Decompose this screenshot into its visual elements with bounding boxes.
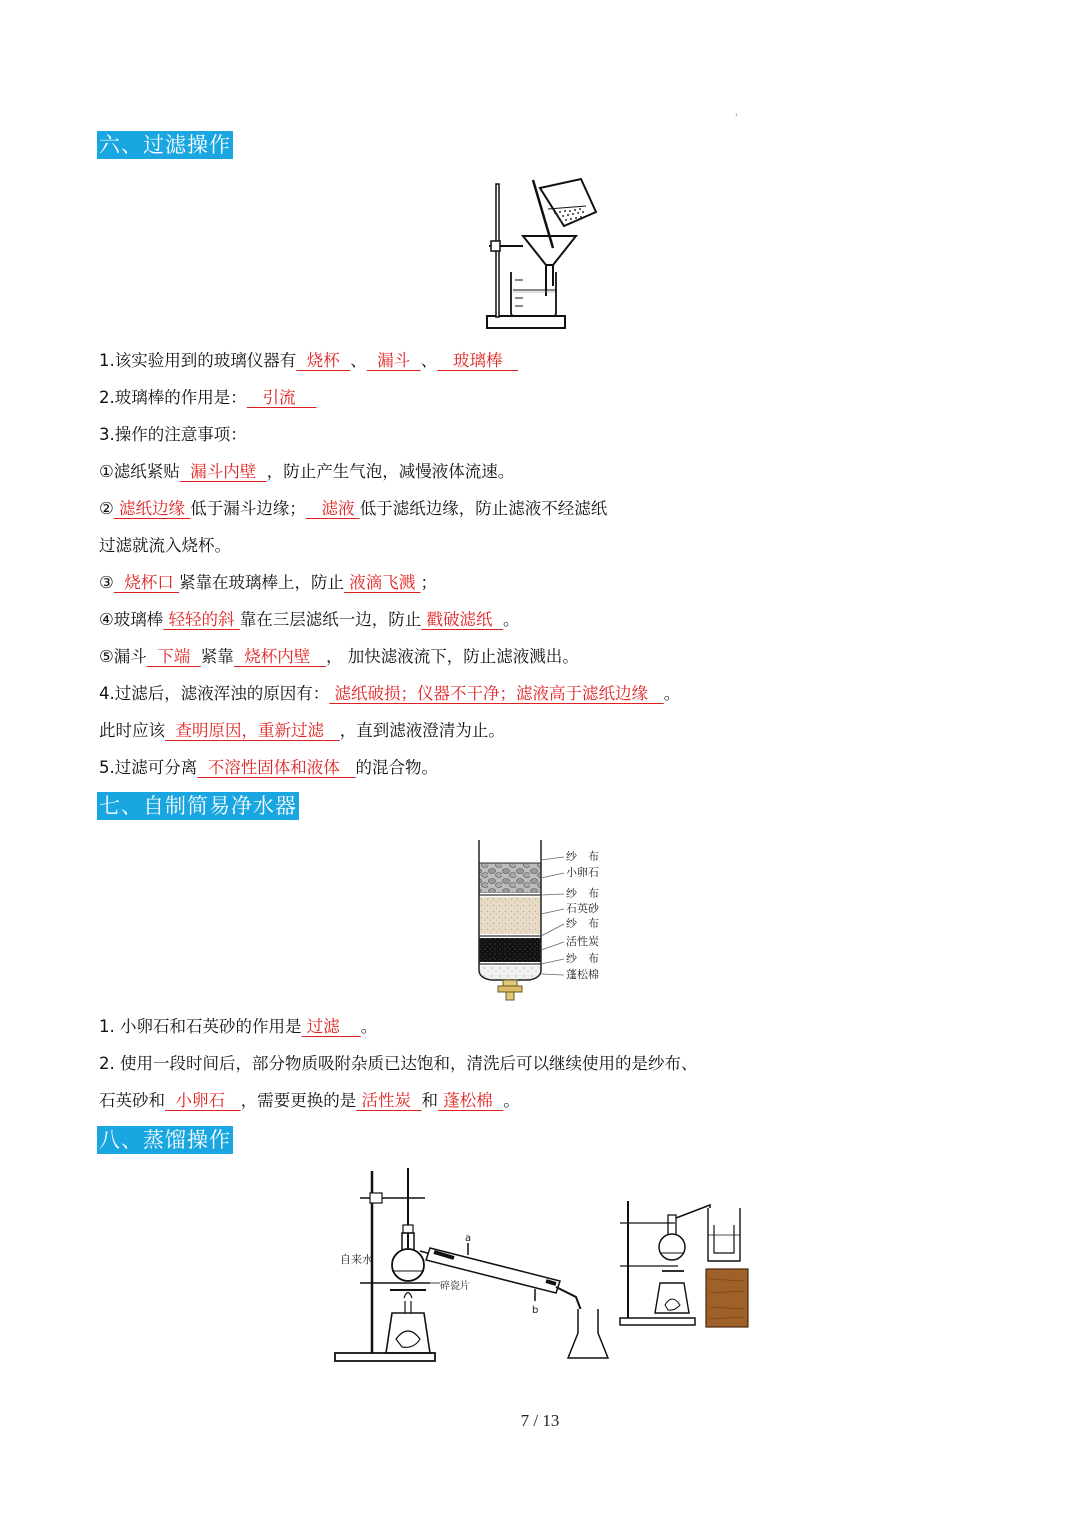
purifier-question-1-text: 1. 小卵石和石英砂的作用是: [99, 1017, 302, 1036]
question-5-suffix: 的混合物。: [355, 758, 438, 777]
label-pebbles: 小卵石: [566, 866, 599, 879]
label-porcelain-chips: 碎瓷片: [440, 1281, 470, 1292]
label-inlet-a: a: [465, 1233, 472, 1244]
section-title-purifier: 七、自制简易净水器: [99, 794, 297, 818]
distillation-apparatus-figure: [330, 1163, 760, 1368]
note-3-mid: 紧靠在玻璃棒上，防止: [179, 573, 345, 592]
answer-filter: 过滤: [301, 1017, 361, 1036]
page-number: 7 / 13: [520, 1411, 560, 1430]
note-4-suffix: 。: [503, 610, 520, 629]
question-4-continued: [99, 720, 505, 742]
note-2-mid: 低于漏斗边缘；: [190, 499, 306, 518]
section-title-distillation: 八、蒸馏操作: [99, 1128, 231, 1152]
question-2: [99, 387, 316, 409]
purifier-question-1: [99, 1016, 377, 1038]
answer-pierce-paper: 戳破滤纸: [421, 610, 504, 629]
note-3: [99, 572, 437, 594]
label-outlet-b: b: [532, 1305, 539, 1316]
answer-funnel: 漏斗: [366, 351, 421, 370]
note-5: [99, 646, 579, 668]
purifier-question-2-continued: [99, 1090, 520, 1112]
note-4-text: ④玻璃棒: [99, 610, 164, 629]
note-2-text: ②: [99, 499, 114, 518]
note-3-suffix: ；: [420, 573, 438, 592]
note-1-text: ①滤纸紧贴: [99, 462, 180, 481]
answer-turbid-reasons: 滤纸破损；仪器不干净；滤液高于滤纸边缘: [329, 684, 664, 703]
note-4: [99, 609, 520, 631]
note-3-text: ③: [99, 573, 114, 592]
note-2-suffix: 低于滤纸边缘，防止滤液不经滤纸: [359, 499, 608, 518]
question-2-text: 2.玻璃棒的作用是：: [99, 388, 247, 407]
answer-glass-rod: 玻璃棒: [437, 351, 519, 370]
note-2-continued: 过滤就流入烧杯。: [99, 536, 231, 555]
question-4-text: 4.过滤后，滤液浑浊的原因有：: [99, 684, 330, 703]
water-purifier-figure: [474, 838, 614, 1002]
answer-funnel-wall: 漏斗内壁: [179, 462, 267, 481]
label-quartz-sand: 石英砂: [566, 902, 599, 915]
question-4b-text: 此时应该: [99, 721, 165, 740]
separator: 、: [420, 351, 438, 370]
answer-activated-carbon: 活性炭: [356, 1091, 422, 1110]
answer-lower-end: 下端: [146, 647, 201, 666]
section-title-filtration: 六、过滤操作: [99, 133, 231, 157]
label-gauze-3: 纱 布: [566, 917, 599, 930]
note-5-suffix: ， 加快滤液流下，防止滤液溅出。: [326, 647, 579, 666]
note-4-mid: 靠在三层滤纸一边，防止: [239, 610, 422, 629]
answer-beaker-wall: 烧杯内壁: [233, 647, 327, 666]
question-5: [99, 757, 438, 779]
question-4-suffix: 。: [663, 684, 681, 703]
answer-gently-slant: 轻轻的斜: [163, 610, 240, 629]
answer-paper-edge: 滤纸边缘: [113, 499, 191, 518]
note-5-text: ⑤漏斗: [99, 647, 147, 666]
answer-drainage: 引流: [246, 388, 317, 407]
note-1: [99, 461, 514, 483]
label-gauze-4: 纱 布: [566, 952, 599, 965]
note-1-suffix: ，防止产生气泡，减慢液体流速。: [266, 462, 515, 481]
purifier-question-2b-suffix: 。: [503, 1091, 520, 1110]
purifier-question-2: 2. 使用一段时间后，部分物质吸附杂质已达饱和，清洗后可以继续使用的是纱布、: [99, 1054, 698, 1073]
question-5-text: 5.过滤可分离: [99, 758, 198, 777]
answer-filtrate: 滤液: [305, 499, 360, 518]
note-2: [99, 498, 607, 520]
answer-refilter: 查明原因，重新过滤: [165, 721, 340, 740]
label-tap-water: 自来水: [340, 1253, 373, 1266]
label-gauze-2: 纱 布: [566, 887, 599, 900]
label-gauze-1: 纱 布: [566, 850, 599, 863]
answer-beaker-mouth: 烧杯口: [113, 573, 180, 592]
purifier-question-2b-text: 石英砂和: [99, 1091, 165, 1110]
answer-cotton: 蓬松棉: [437, 1091, 504, 1110]
question-4b-suffix: ，直到滤液澄清为止。: [339, 721, 505, 740]
note-5-mid: 紧靠: [200, 647, 234, 666]
purifier-question-2b-mid: ，需要更换的是: [240, 1091, 357, 1110]
filtration-apparatus-figure: [483, 176, 618, 332]
answer-pebbles: 小卵石: [165, 1091, 241, 1110]
label-activated-carbon: 活性炭: [566, 935, 599, 948]
answer-beaker: 烧杯: [296, 351, 351, 370]
answer-splash: 液滴飞溅: [344, 573, 421, 592]
purifier-question-1-suffix: 。: [360, 1017, 378, 1036]
separator: 、: [350, 351, 367, 370]
question-1: [99, 350, 518, 372]
question-1-text: 1.该实验用到的玻璃仪器有: [99, 351, 297, 370]
page-mark: ': [735, 113, 738, 123]
question-3: 3.操作的注意事项：: [99, 425, 247, 444]
question-4: [99, 683, 680, 705]
answer-solid-liquid: 不溶性固体和液体: [197, 758, 356, 777]
label-cotton: 蓬松棉: [566, 968, 599, 981]
purifier-question-2b-mid2: 和: [421, 1091, 438, 1110]
